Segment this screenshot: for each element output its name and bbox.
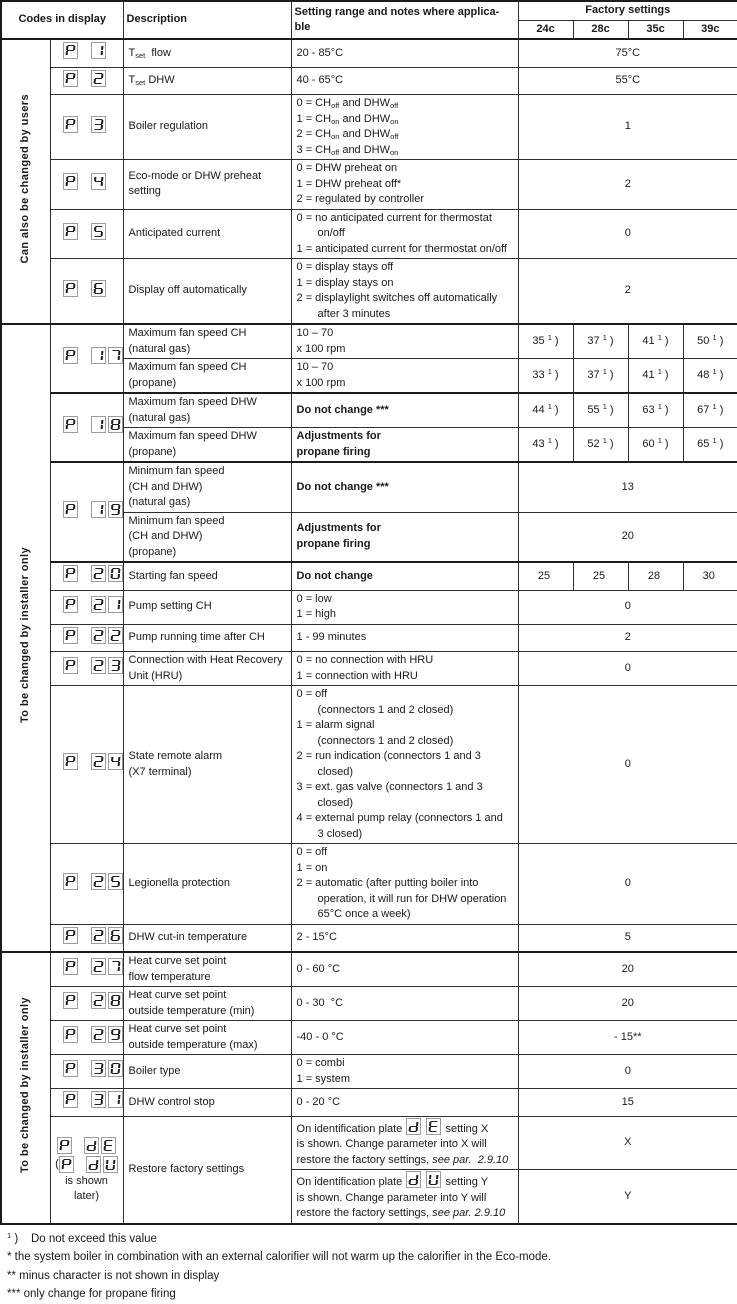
header-model-28c: 28c bbox=[573, 20, 628, 39]
section-label-text: Can also be changed by users bbox=[19, 93, 31, 264]
factory-value-span: 2 bbox=[518, 259, 737, 325]
seven-segment-glyph bbox=[86, 1156, 101, 1173]
seven-segment-glyph bbox=[63, 873, 78, 890]
seven-segment-glyph bbox=[91, 1060, 106, 1077]
seven-segment-glyph bbox=[63, 116, 78, 133]
code-cell bbox=[50, 1021, 123, 1055]
seven-segment-glyph bbox=[426, 1118, 441, 1135]
seven-segment-glyph bbox=[91, 173, 106, 190]
factory-value-span: Y bbox=[518, 1170, 737, 1224]
table-row bbox=[1, 1021, 737, 1055]
factory-value-span: 0 bbox=[518, 652, 737, 686]
factory-value-span: 0 bbox=[518, 844, 737, 925]
factory-value-span: 1 bbox=[518, 95, 737, 160]
table-row bbox=[1, 393, 737, 428]
description-cell: Connection with Heat Recovery Unit (HRU) bbox=[123, 652, 291, 686]
table-row bbox=[1, 844, 737, 925]
seven-segment-glyph bbox=[84, 1137, 99, 1154]
display-code bbox=[63, 927, 123, 944]
display-code bbox=[63, 657, 123, 674]
factory-value: 48 $^1$ ) bbox=[683, 359, 737, 394]
table-row bbox=[1, 324, 737, 359]
seven-segment-glyph bbox=[91, 753, 106, 770]
seven-segment-glyph bbox=[426, 1171, 441, 1188]
description-cell: Pump setting CH bbox=[123, 590, 291, 624]
seven-segment-glyph bbox=[63, 347, 78, 364]
factory-value-span: 0 bbox=[518, 1055, 737, 1089]
factory-value: 60 $^1$ ) bbox=[628, 428, 683, 463]
header-codes: Codes in display bbox=[1, 1, 123, 39]
code-cell bbox=[50, 1089, 123, 1117]
code-cell bbox=[50, 562, 123, 590]
setting-range-cell: Do not change *** bbox=[291, 462, 518, 512]
display-code bbox=[57, 1137, 116, 1154]
display-code bbox=[63, 416, 123, 433]
factory-value: 55 $^1$ ) bbox=[573, 393, 628, 428]
seven-segment-glyph bbox=[63, 627, 78, 644]
display-code bbox=[63, 280, 106, 297]
description-cell: Maximum fan speed CH (natural gas) bbox=[123, 324, 291, 359]
seven-segment-glyph bbox=[91, 501, 106, 518]
code-cell bbox=[50, 259, 123, 325]
seven-segment-glyph bbox=[108, 927, 123, 944]
setting-range-cell: $0 = CH_{off}$ and $DHW_{off}$ $1 = CH_{on}$ and $DHW_{on}$ $2 = CH_{on}$ and $DHW_{off}$ $3 = CH_{off}$ and $DHW_{on}$ bbox=[291, 95, 518, 160]
factory-value: 35 $^1$ ) bbox=[518, 324, 573, 359]
seven-segment-glyph bbox=[108, 958, 123, 975]
description-cell: State remote alarm (X7 terminal) bbox=[123, 686, 291, 844]
display-code bbox=[63, 1091, 123, 1108]
factory-value: 41 $^1$ ) bbox=[628, 324, 683, 359]
description-cell: Legionella protection bbox=[123, 844, 291, 925]
footnotes bbox=[0, 1225, 737, 1304]
description-cell: Heat curve set point outside temperature (max) bbox=[123, 1021, 291, 1055]
setting-range-cell: 0 - 20 °C bbox=[291, 1089, 518, 1117]
table-row bbox=[1, 624, 737, 652]
setting-range-cell: Adjustments for propane firing bbox=[291, 428, 518, 463]
table-row bbox=[1, 562, 737, 590]
factory-value: 41 $^1$ ) bbox=[628, 359, 683, 394]
seven-segment-glyph bbox=[63, 416, 78, 433]
seven-segment-glyph bbox=[63, 657, 78, 674]
setting-range-cell: 2 - 15°C bbox=[291, 924, 518, 952]
table-row bbox=[1, 39, 737, 67]
display-code bbox=[59, 1156, 118, 1173]
table-row bbox=[1, 1116, 737, 1170]
setting-range-cell: 0 - 60 °C bbox=[291, 952, 518, 987]
seven-segment-glyph bbox=[63, 565, 78, 582]
factory-value-span: 20 bbox=[518, 987, 737, 1021]
seven-segment-glyph bbox=[108, 347, 123, 364]
display-code bbox=[63, 42, 106, 59]
factory-value: 52 $^1$ ) bbox=[573, 428, 628, 463]
seven-segment-glyph bbox=[63, 992, 78, 1009]
code-cell bbox=[50, 95, 123, 160]
table-row bbox=[1, 952, 737, 987]
seven-segment-glyph bbox=[101, 1137, 116, 1154]
factory-value-span: 0 bbox=[518, 209, 737, 259]
factory-value: 50 $^1$ ) bbox=[683, 324, 737, 359]
table-row bbox=[1, 462, 737, 512]
seven-segment-glyph bbox=[108, 627, 123, 644]
seven-segment-glyph bbox=[91, 958, 106, 975]
setting-range-cell: 1 - 99 minutes bbox=[291, 624, 518, 652]
seven-segment-glyph bbox=[108, 873, 123, 890]
description-cell: Maximum fan speed DHW (propane) bbox=[123, 428, 291, 463]
table-row bbox=[1, 590, 737, 624]
footnote: ** minus character is not shown in display bbox=[7, 1269, 220, 1282]
description-cell: DHW cut-in temperature bbox=[123, 924, 291, 952]
code-cell bbox=[50, 987, 123, 1021]
table-row bbox=[1, 67, 737, 95]
description-cell: Anticipated current bbox=[123, 209, 291, 259]
header-row bbox=[1, 1, 737, 20]
seven-segment-glyph bbox=[91, 596, 106, 613]
code-cell bbox=[50, 590, 123, 624]
factory-value-span: 55°C bbox=[518, 67, 737, 95]
factory-value: 30 bbox=[683, 562, 737, 590]
code-cell bbox=[50, 67, 123, 95]
table-row bbox=[1, 1089, 737, 1117]
display-code bbox=[63, 70, 106, 87]
header-model-24c: 24c bbox=[518, 20, 573, 39]
table-header bbox=[1, 1, 737, 39]
section-label bbox=[1, 324, 50, 952]
factory-value: 43 $^1$ ) bbox=[518, 428, 573, 463]
setting-range-cell: 20 - 85°C bbox=[291, 39, 518, 67]
display-code bbox=[63, 1026, 123, 1043]
description-cell: Boiler type bbox=[123, 1055, 291, 1089]
code-cell bbox=[50, 160, 123, 210]
factory-value-span: 20 bbox=[518, 952, 737, 987]
table-row bbox=[1, 924, 737, 952]
seven-segment-glyph bbox=[91, 70, 106, 87]
seven-segment-glyph bbox=[63, 501, 78, 518]
table-row bbox=[1, 652, 737, 686]
setting-range-cell: 10 – 70 x 100 rpm bbox=[291, 324, 518, 359]
section-label bbox=[1, 39, 50, 324]
seven-segment-glyph bbox=[91, 416, 106, 433]
description-cell: $T_{set}$ DHW bbox=[123, 67, 291, 95]
factory-value: 44 $^1$ ) bbox=[518, 393, 573, 428]
display-code bbox=[63, 116, 106, 133]
section-label bbox=[1, 952, 50, 1224]
seven-segment-glyph bbox=[103, 1156, 118, 1173]
description-cell: Display off automatically bbox=[123, 259, 291, 325]
code-cell bbox=[50, 1055, 123, 1089]
seven-segment-glyph bbox=[108, 657, 123, 674]
table-row bbox=[1, 160, 737, 210]
display-code bbox=[63, 223, 106, 240]
table-row bbox=[1, 1055, 737, 1089]
description-cell: Heat curve set point outside temperature (min) bbox=[123, 987, 291, 1021]
description-cell: Restore factory settings bbox=[123, 1116, 291, 1224]
table-row bbox=[1, 95, 737, 160]
setting-range-cell: Do not change bbox=[291, 562, 518, 590]
code-cell bbox=[50, 624, 123, 652]
seven-segment-glyph bbox=[91, 116, 106, 133]
seven-segment-glyph bbox=[108, 596, 123, 613]
setting-range-cell: -40 - 0 °C bbox=[291, 1021, 518, 1055]
seven-segment-glyph bbox=[91, 627, 106, 644]
setting-range-cell: 0 = low 1 = high bbox=[291, 590, 518, 624]
seven-segment-glyph bbox=[63, 42, 78, 59]
header-factory-settings: Factory settings bbox=[518, 1, 737, 20]
seven-segment-glyph bbox=[91, 1026, 106, 1043]
display-code bbox=[63, 173, 106, 190]
seven-segment-glyph bbox=[108, 1026, 123, 1043]
description-cell: Heat curve set point flow temperature bbox=[123, 952, 291, 987]
factory-value: 37 $^1$ ) bbox=[573, 359, 628, 394]
factory-value-span: X bbox=[518, 1116, 737, 1170]
factory-value-span: 15 bbox=[518, 1089, 737, 1117]
display-code bbox=[63, 627, 123, 644]
setting-range-cell: 0 - 30 °C bbox=[291, 987, 518, 1021]
code-cell bbox=[50, 209, 123, 259]
seven-segment-glyph bbox=[91, 873, 106, 890]
footnote: $^1$ ) Do not exceed this value bbox=[7, 1230, 157, 1245]
description-cell: Pump running time after CH bbox=[123, 624, 291, 652]
description-cell: DHW control stop bbox=[123, 1089, 291, 1117]
setting-range-cell: 0 = off (connectors 1 and 2 closed) 1 = alarm signal (connectors 1 and 2 closed) 2 = run indication (connectors 1 and 3 closed) 3 = ext. gas valve (connectors 1 and 3 closed) 4 = external pump relay (connectors 1 and 3 closed) bbox=[291, 686, 518, 844]
seven-segment-glyph bbox=[108, 1091, 123, 1108]
code-cell bbox=[50, 462, 123, 562]
seven-segment-glyph bbox=[91, 42, 106, 59]
seven-segment-glyph bbox=[91, 280, 106, 297]
description-cell: Eco-mode or DHW preheat setting bbox=[123, 160, 291, 210]
section-label-text: To be changed by installer only bbox=[19, 547, 31, 724]
seven-segment-glyph bbox=[91, 347, 106, 364]
seven-segment-glyph bbox=[108, 565, 123, 582]
factory-value: 67 $^1$ ) bbox=[683, 393, 737, 428]
seven-segment-glyph bbox=[63, 1091, 78, 1108]
header-description: Description bbox=[123, 1, 291, 39]
display-code bbox=[63, 565, 123, 582]
footnote: *** only change for propane firing bbox=[7, 1288, 176, 1300]
description-cell: Starting fan speed bbox=[123, 562, 291, 590]
seven-segment-glyph bbox=[91, 223, 106, 240]
factory-value-span: 0 bbox=[518, 686, 737, 844]
seven-segment-glyph bbox=[108, 1060, 123, 1077]
factory-value-span: 20 bbox=[518, 512, 737, 562]
description-cell: Maximum fan speed DHW (natural gas) bbox=[123, 393, 291, 428]
footnote: * the system boiler in combination with an external calorifier will not warm up the calorifier in the Eco-mode. bbox=[7, 1251, 551, 1263]
seven-segment-glyph bbox=[108, 753, 123, 770]
description-cell: Maximum fan speed CH (propane) bbox=[123, 359, 291, 394]
factory-value: 33 $^1$ ) bbox=[518, 359, 573, 394]
seven-segment-glyph bbox=[63, 1026, 78, 1043]
section-label-text: To be changed by installer only bbox=[19, 996, 31, 1173]
seven-segment-glyph bbox=[108, 992, 123, 1009]
seven-segment-glyph bbox=[63, 1060, 78, 1077]
code-cell bbox=[50, 686, 123, 844]
seven-segment-glyph bbox=[63, 173, 78, 190]
table-row bbox=[1, 209, 737, 259]
setting-range-cell: 0 = off 1 = on 2 = automatic (after putting boiler into operation, it will run for DHW operation 65°C once a week) bbox=[291, 844, 518, 925]
factory-value-span: 13 bbox=[518, 462, 737, 512]
description-cell: Boiler regulation bbox=[123, 95, 291, 160]
factory-value-span: 75°C bbox=[518, 39, 737, 67]
factory-value: 63 $^1$ ) bbox=[628, 393, 683, 428]
code-cell bbox=[50, 324, 123, 393]
table-row bbox=[1, 686, 737, 844]
display-code bbox=[63, 1060, 123, 1077]
factory-value-span: 2 bbox=[518, 160, 737, 210]
code-cell bbox=[50, 844, 123, 925]
seven-segment-glyph bbox=[406, 1171, 421, 1188]
header-setting-range: Setting range and notes where applica- ble bbox=[291, 1, 518, 39]
factory-value: 65 $^1$ ) bbox=[683, 428, 737, 463]
seven-segment-glyph bbox=[91, 927, 106, 944]
description-cell: $T_{set}$ flow bbox=[123, 39, 291, 67]
seven-segment-glyph bbox=[57, 1137, 72, 1154]
display-code bbox=[63, 596, 123, 613]
factory-value: 37 $^1$ ) bbox=[573, 324, 628, 359]
seven-segment-glyph bbox=[91, 992, 106, 1009]
seven-segment-glyph bbox=[59, 1156, 74, 1173]
setting-range-cell: 40 - 65°C bbox=[291, 67, 518, 95]
seven-segment-glyph bbox=[63, 958, 78, 975]
setting-range-cell: 0 = no anticipated current for thermostat on/off 1 = anticipated current for thermostat on/off bbox=[291, 209, 518, 259]
code-cell: ( is shown later) bbox=[50, 1116, 123, 1224]
factory-value-span: - 15** bbox=[518, 1021, 737, 1055]
seven-segment-glyph bbox=[91, 1091, 106, 1108]
seven-segment-glyph bbox=[108, 416, 123, 433]
setting-range-cell: On identification plate setting X is shown. Change parameter into X will restore the factory settings, see par. 2.9.10 bbox=[291, 1116, 518, 1170]
seven-segment-glyph bbox=[63, 596, 78, 613]
setting-range-cell: 10 – 70 x 100 rpm bbox=[291, 359, 518, 394]
code-cell bbox=[50, 39, 123, 67]
setting-range-cell: 0 = combi 1 = system bbox=[291, 1055, 518, 1089]
setting-range-cell: On identification plate setting Y is shown. Change parameter into Y will restore the factory settings, see par. 2.9.10 bbox=[291, 1170, 518, 1224]
seven-segment-glyph bbox=[91, 657, 106, 674]
display-code bbox=[63, 501, 123, 518]
factory-value-span: 2 bbox=[518, 624, 737, 652]
setting-range-cell: 0 = no connection with HRU 1 = connection with HRU bbox=[291, 652, 518, 686]
code-cell bbox=[50, 393, 123, 462]
factory-value: 28 bbox=[628, 562, 683, 590]
seven-segment-glyph bbox=[91, 565, 106, 582]
description-cell: Minimum fan speed (CH and DHW) (natural gas) bbox=[123, 462, 291, 512]
display-code bbox=[63, 958, 123, 975]
display-code bbox=[63, 992, 123, 1009]
setting-range-cell: 0 = display stays off 1 = display stays on 2 = displaylight switches off automatically after 3 minutes bbox=[291, 259, 518, 325]
header-model-35c: 35c bbox=[628, 20, 683, 39]
display-code bbox=[63, 347, 123, 364]
seven-segment-glyph bbox=[63, 753, 78, 770]
header-model-39c: 39c bbox=[683, 20, 737, 39]
code-cell bbox=[50, 652, 123, 686]
setting-range-cell: Do not change *** bbox=[291, 393, 518, 428]
table-row bbox=[1, 987, 737, 1021]
factory-value-span: 0 bbox=[518, 590, 737, 624]
display-code bbox=[63, 873, 123, 890]
setting-range-cell: 0 = DHW preheat on 1 = DHW preheat off* 2 = regulated by controller bbox=[291, 160, 518, 210]
seven-segment-glyph bbox=[63, 280, 78, 297]
seven-segment-glyph bbox=[108, 501, 123, 518]
seven-segment-glyph bbox=[63, 223, 78, 240]
display-code bbox=[63, 753, 123, 770]
factory-value: 25 bbox=[573, 562, 628, 590]
code-cell bbox=[50, 952, 123, 987]
code-cell bbox=[50, 924, 123, 952]
table-row bbox=[1, 259, 737, 325]
seven-segment-glyph bbox=[63, 927, 78, 944]
seven-segment-glyph bbox=[406, 1118, 421, 1135]
factory-value-span: 5 bbox=[518, 924, 737, 952]
description-cell: Minimum fan speed (CH and DHW) (propane) bbox=[123, 512, 291, 562]
setting-range-cell: Adjustments for propane firing bbox=[291, 512, 518, 562]
seven-segment-glyph bbox=[63, 70, 78, 87]
factory-value: 25 bbox=[518, 562, 573, 590]
